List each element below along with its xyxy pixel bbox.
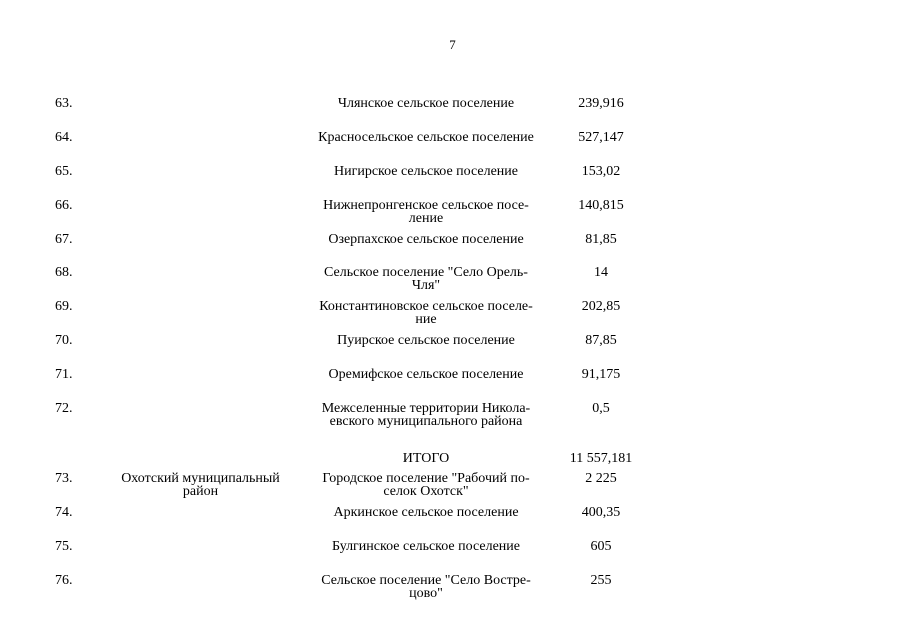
row-number: 73.: [55, 471, 73, 486]
total-value: 11 557,181: [569, 451, 633, 466]
row-number: 65.: [55, 164, 73, 179]
row-71: [0, 368, 905, 400]
row-number: 71.: [55, 367, 73, 382]
value: 527,147: [578, 130, 624, 145]
settlement-line-2: Чля": [411, 278, 441, 293]
settlement-line-1: Городское поселение "Рабочий по-: [322, 471, 530, 486]
settlement-line-1: Константиновское сельское поселе-: [319, 299, 533, 314]
district-line-1: Охотский муниципальный: [121, 471, 280, 486]
row-number: 72.: [55, 401, 73, 416]
row-number: 66.: [55, 198, 73, 213]
row-74: [0, 506, 905, 538]
settlement-name: [305, 472, 547, 498]
row-number: 64.: [55, 130, 73, 145]
settlement-line-1: Сельское поселение "Село Востре-: [321, 573, 531, 588]
value: 202,85: [581, 299, 621, 314]
row-number: 63.: [55, 96, 73, 111]
settlement-name: Пуирское сельское поселение: [337, 333, 515, 348]
value: 81,85: [585, 232, 617, 247]
value: 14: [594, 265, 608, 280]
settlement-name: Озерпахское сельское поселение: [328, 232, 524, 247]
value: 140,815: [578, 198, 624, 213]
row-number: 68.: [55, 265, 73, 280]
settlement-name: Аркинское сельское поселение: [333, 505, 519, 520]
row-68: [0, 266, 905, 298]
row-73: [0, 472, 905, 504]
row-63: [0, 97, 905, 129]
settlement-line-1: Нижнепронгенское сельское посе-: [323, 198, 529, 213]
value: 255: [590, 573, 612, 588]
row-69: [0, 300, 905, 332]
settlement-line-2: евского муниципального района: [329, 414, 523, 429]
settlement-line-2: цово": [409, 586, 443, 601]
value: 153,02: [581, 164, 621, 179]
settlement-name: [305, 300, 547, 326]
settlement-name: Оремифское сельское поселение: [328, 367, 524, 382]
district-line-2: район: [182, 484, 219, 499]
row-number: 67.: [55, 232, 73, 247]
settlement-line-2: селок Охотск": [383, 484, 469, 499]
value: 605: [590, 539, 612, 554]
settlement-name: Булгинское сельское поселение: [332, 539, 520, 554]
row-66: [0, 199, 905, 231]
row-76: [0, 574, 905, 606]
settlement-line-2: ление: [408, 211, 444, 226]
row-65: [0, 165, 905, 197]
district-name: [108, 472, 293, 498]
value: 0,5: [592, 401, 610, 416]
row-number: 69.: [55, 299, 73, 314]
settlement-line-2: ние: [415, 312, 437, 327]
row-number: 75.: [55, 539, 73, 554]
settlement-line-1: Сельское поселение "Село Орель-: [324, 265, 528, 280]
settlement-line-1: Межселенные территории Никола-: [321, 401, 531, 416]
row-number: 76.: [55, 573, 73, 588]
row-number: 70.: [55, 333, 73, 348]
settlement-name: [305, 266, 547, 292]
row-number: 74.: [55, 505, 73, 520]
row-70: [0, 334, 905, 366]
value: 400,35: [581, 505, 621, 520]
settlement-name: [305, 574, 547, 600]
settlement-name: Члянское сельское поселение: [337, 96, 515, 111]
row-67: [0, 233, 905, 265]
total-label: ИТОГО: [402, 451, 450, 466]
value: 2 225: [585, 471, 617, 486]
row-75: [0, 540, 905, 572]
row-64: [0, 131, 905, 163]
settlement-name: [305, 199, 547, 225]
page-number: 7: [449, 37, 456, 52]
row-72: [0, 402, 905, 434]
settlement-name: Красносельское сельское поселение: [318, 130, 534, 145]
settlement-name: Нигирское сельское поселение: [333, 164, 519, 179]
value: 91,175: [581, 367, 621, 382]
settlement-name: [305, 402, 547, 428]
value: 87,85: [585, 333, 617, 348]
value: 239,916: [578, 96, 624, 111]
